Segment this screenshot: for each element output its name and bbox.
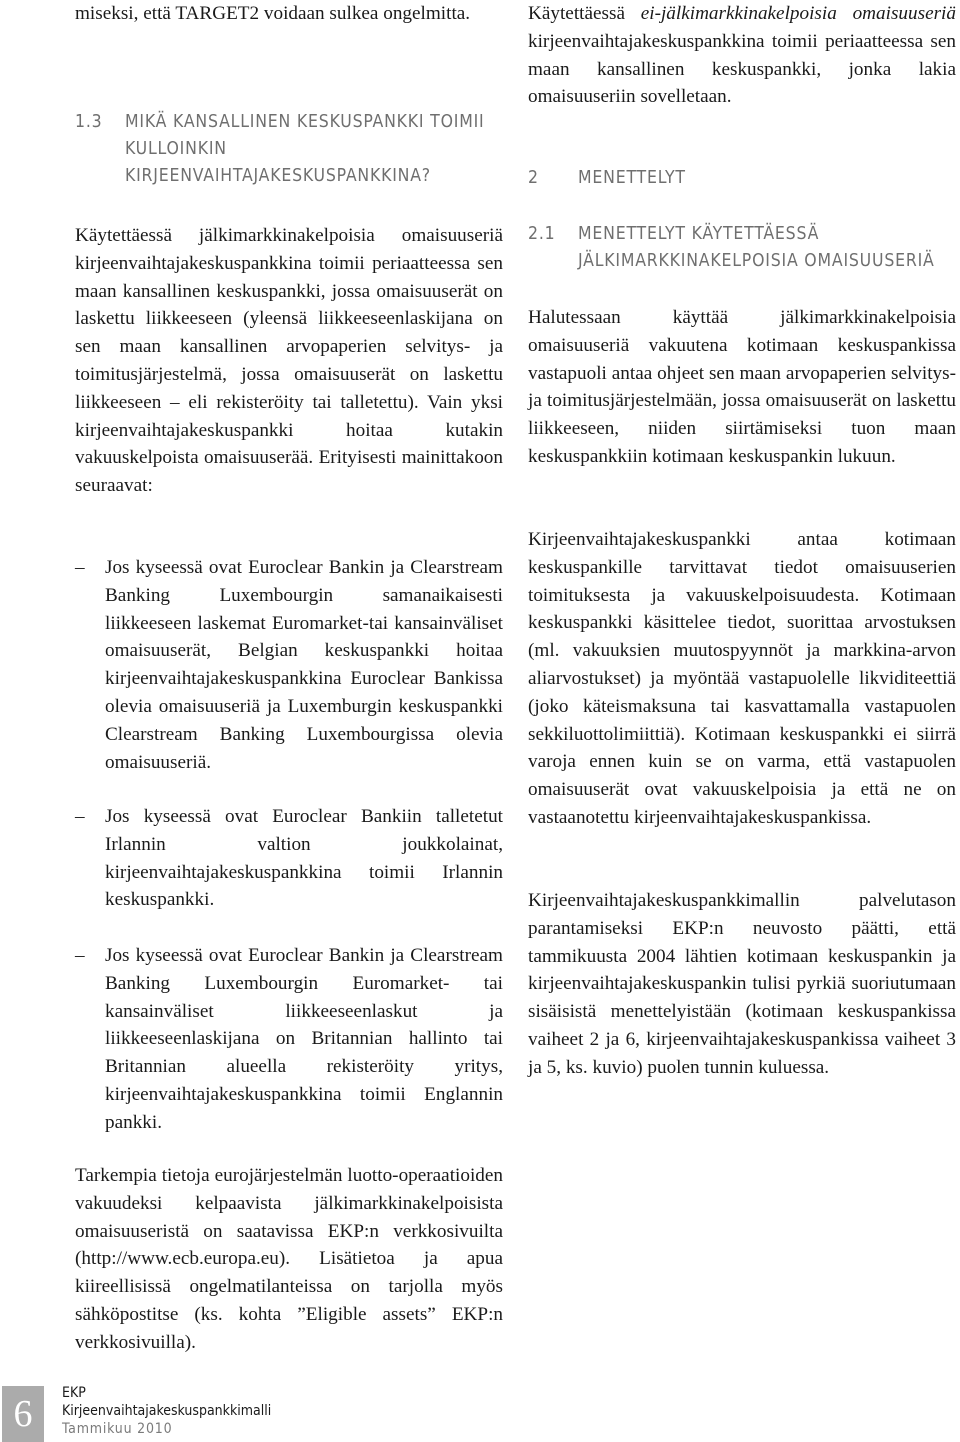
- body-paragraph: [528, 0, 956, 111]
- list-item: [75, 942, 503, 1137]
- body-paragraph: Tarkempia tietoja eurojärjestelmän luotto-operaatioiden vakuudeksi kelpaavista jälkimarkkinakelpoisista omaisuuseristä on saatavissa EKP:n verkkosivuilta (http://www.ecb.europa.eu). Lisätietoa ja apua kiireellisissä ongelmatilanteissa on tarjolla myös sähköpostitse (ks. kohta ”Eligible assets” EKP:n verkkosivuilla).: [75, 1165, 503, 1353]
- intro-paragraph: miseksi, että TARGET2 voidaan sulkea ongelmitta.: [75, 3, 471, 24]
- body-paragraph: Kirjeenvaihtajakeskuspankki antaa kotimaan keskuspankille tarvittavat tiedot omaisuuserien toimituksesta ja vakuuskelpoisuudesta. Kotimaan keskuspankki käsittelee tiedot, suorittaa arvostuksen (ml. vakuuksien muutospyynnöt ja markkina-arvon aliarvostukset) ja myöntää vastapuolelle likviditeettiä (joko käteismaksuna tai kasvattamalla vastapuolen sekkiluottolimiittiä). Kotimaan keskuspankki ei siirrä varoja ennen kuin se on varma, että vastapuolen omaisuuserät ovat vakuuskelpoisia ja että ne on vastaanotettu kirjeenvaihtajakeskuspankissa.: [528, 529, 956, 828]
- footer-title: Kirjeenvaihtajakeskuspankkimalli: [62, 1403, 272, 1419]
- footer-org: EKP: [62, 1385, 86, 1401]
- page-number: 6: [2, 1386, 44, 1442]
- body-paragraph: Kirjeenvaihtajakeskuspankkimallin palvelutason parantamiseksi EKP:n neuvosto päätti, että tammikuusta 2004 lähtien kotimaan keskuspankin ja kirjeenvaihtajakeskuspankin tulisi pyrkiä suoriutumaan sisäisistä menettelyistään (kotimaan keskuspankissa vaiheet 2 ja 6, kirjeenvaihtajakeskuspankissa vaiheet 3 ja 5, ks. kuvio) puolen tunnin kuluessa.: [528, 890, 956, 1078]
- heading-number: 1.3: [75, 112, 103, 132]
- list-item-text: Jos kyseessä ovat Euroclear Bankiin talletetut Irlannin valtion joukkolainat, kirjeenvaihtajakeskuspankkina toimii Irlannin keskuspankki.: [105, 806, 503, 911]
- heading-text: MENETTELYT: [578, 168, 686, 188]
- heading-number: 2: [528, 168, 539, 188]
- footer: [62, 1384, 271, 1438]
- dash-bullet: –: [75, 806, 85, 827]
- dash-bullet: –: [75, 557, 85, 578]
- dash-bullet: –: [75, 945, 85, 966]
- footer-date: Tammikuu 2010: [62, 1421, 173, 1437]
- list-item: [75, 803, 503, 914]
- paragraph-rest: kirjeenvaihtajakeskuspankkina toimii periaatteessa sen maan kansallinen keskuspankki, jonka lakia omaisuuseriin sovelletaan.: [528, 30, 956, 108]
- paragraph-lead: Käytettäessä: [528, 3, 625, 24]
- heading-number: 2.1: [528, 224, 556, 244]
- list-item: [75, 554, 503, 776]
- section-heading-2-1: [528, 221, 956, 275]
- heading-text: MENETTELYT KÄYTETTÄESSÄ JÄLKIMARKKINAKELPOISIA OMAISUUSERIÄ: [578, 224, 935, 271]
- list-item-text: Jos kyseessä ovat Euroclear Bankin ja Clearstream Banking Luxembourgin Euromarket- tai kansainväliset liikkeeseenlaskut ja liikkeeseenlaskijana on Britannian hallinto tai Britannian alueella rekisteröity yritys, kirjeenvaihtajakeskuspankkina toimii Englannin pankki.: [105, 945, 503, 1133]
- heading-text: MIKÄ KANSALLINEN KESKUSPANKKI TOIMII KULLOINKIN KIRJEENVAIHTAJAKESKUSPANKKINA?: [125, 112, 485, 186]
- section-heading-2: [528, 165, 956, 192]
- italic-term: ei-jälkimarkkinakelpoisia omaisuuseriä: [640, 3, 956, 24]
- section-heading-1-3: [75, 109, 503, 190]
- body-paragraph: Käytettäessä jälkimarkkinakelpoisia omaisuuseriä kirjeenvaihtajakeskuspankkina toimii periaatteessa sen maan kansallinen keskuspankki, jossa omaisuuserät on laskettu liikkeeseen (yleensä liikkeeseenlaskijana on sen maan kansallinen arvopaperien selvitys- ja toimitusjärjestelmä, jossa omaisuuserät on laskettu liikkeeseen – eli rekisteröity tai talletettu). Vain yksi kirjeenvaihtajakeskuspankki hoitaa kutakin vakuuskelpoista omaisuuserää. Erityisesti mainittakoon seuraavat:: [75, 225, 503, 497]
- body-paragraph: Halutessaan käyttää jälkimarkkinakelpoisia omaisuuseriä vakuutena kotimaan keskuspankissa vastapuoli antaa ohjeet sen maan arvopaperien selvitys- ja toimitusjärjestelmään, jossa omaisuuserät on laskettu liikkeeseen, niiden siirtämiseksi tuon maan keskuspankkiin kotimaan keskuspankin lukuun.: [528, 307, 956, 467]
- list-item-text: Jos kyseessä ovat Euroclear Bankin ja Clearstream Banking Luxembourgin samanaikaisesti liikkeeseen laskemat Euromarket-tai kansainväliset omaisuuserät, Belgian keskuspankki hoitaa kirjeenvaihtajakeskuspankkina Euroclear Bankissa olevia omaisuuseriä ja Luxemburgin keskuspankki Clearstream Banking Luxembourgissa olevia omaisuuseriä.: [105, 557, 503, 773]
